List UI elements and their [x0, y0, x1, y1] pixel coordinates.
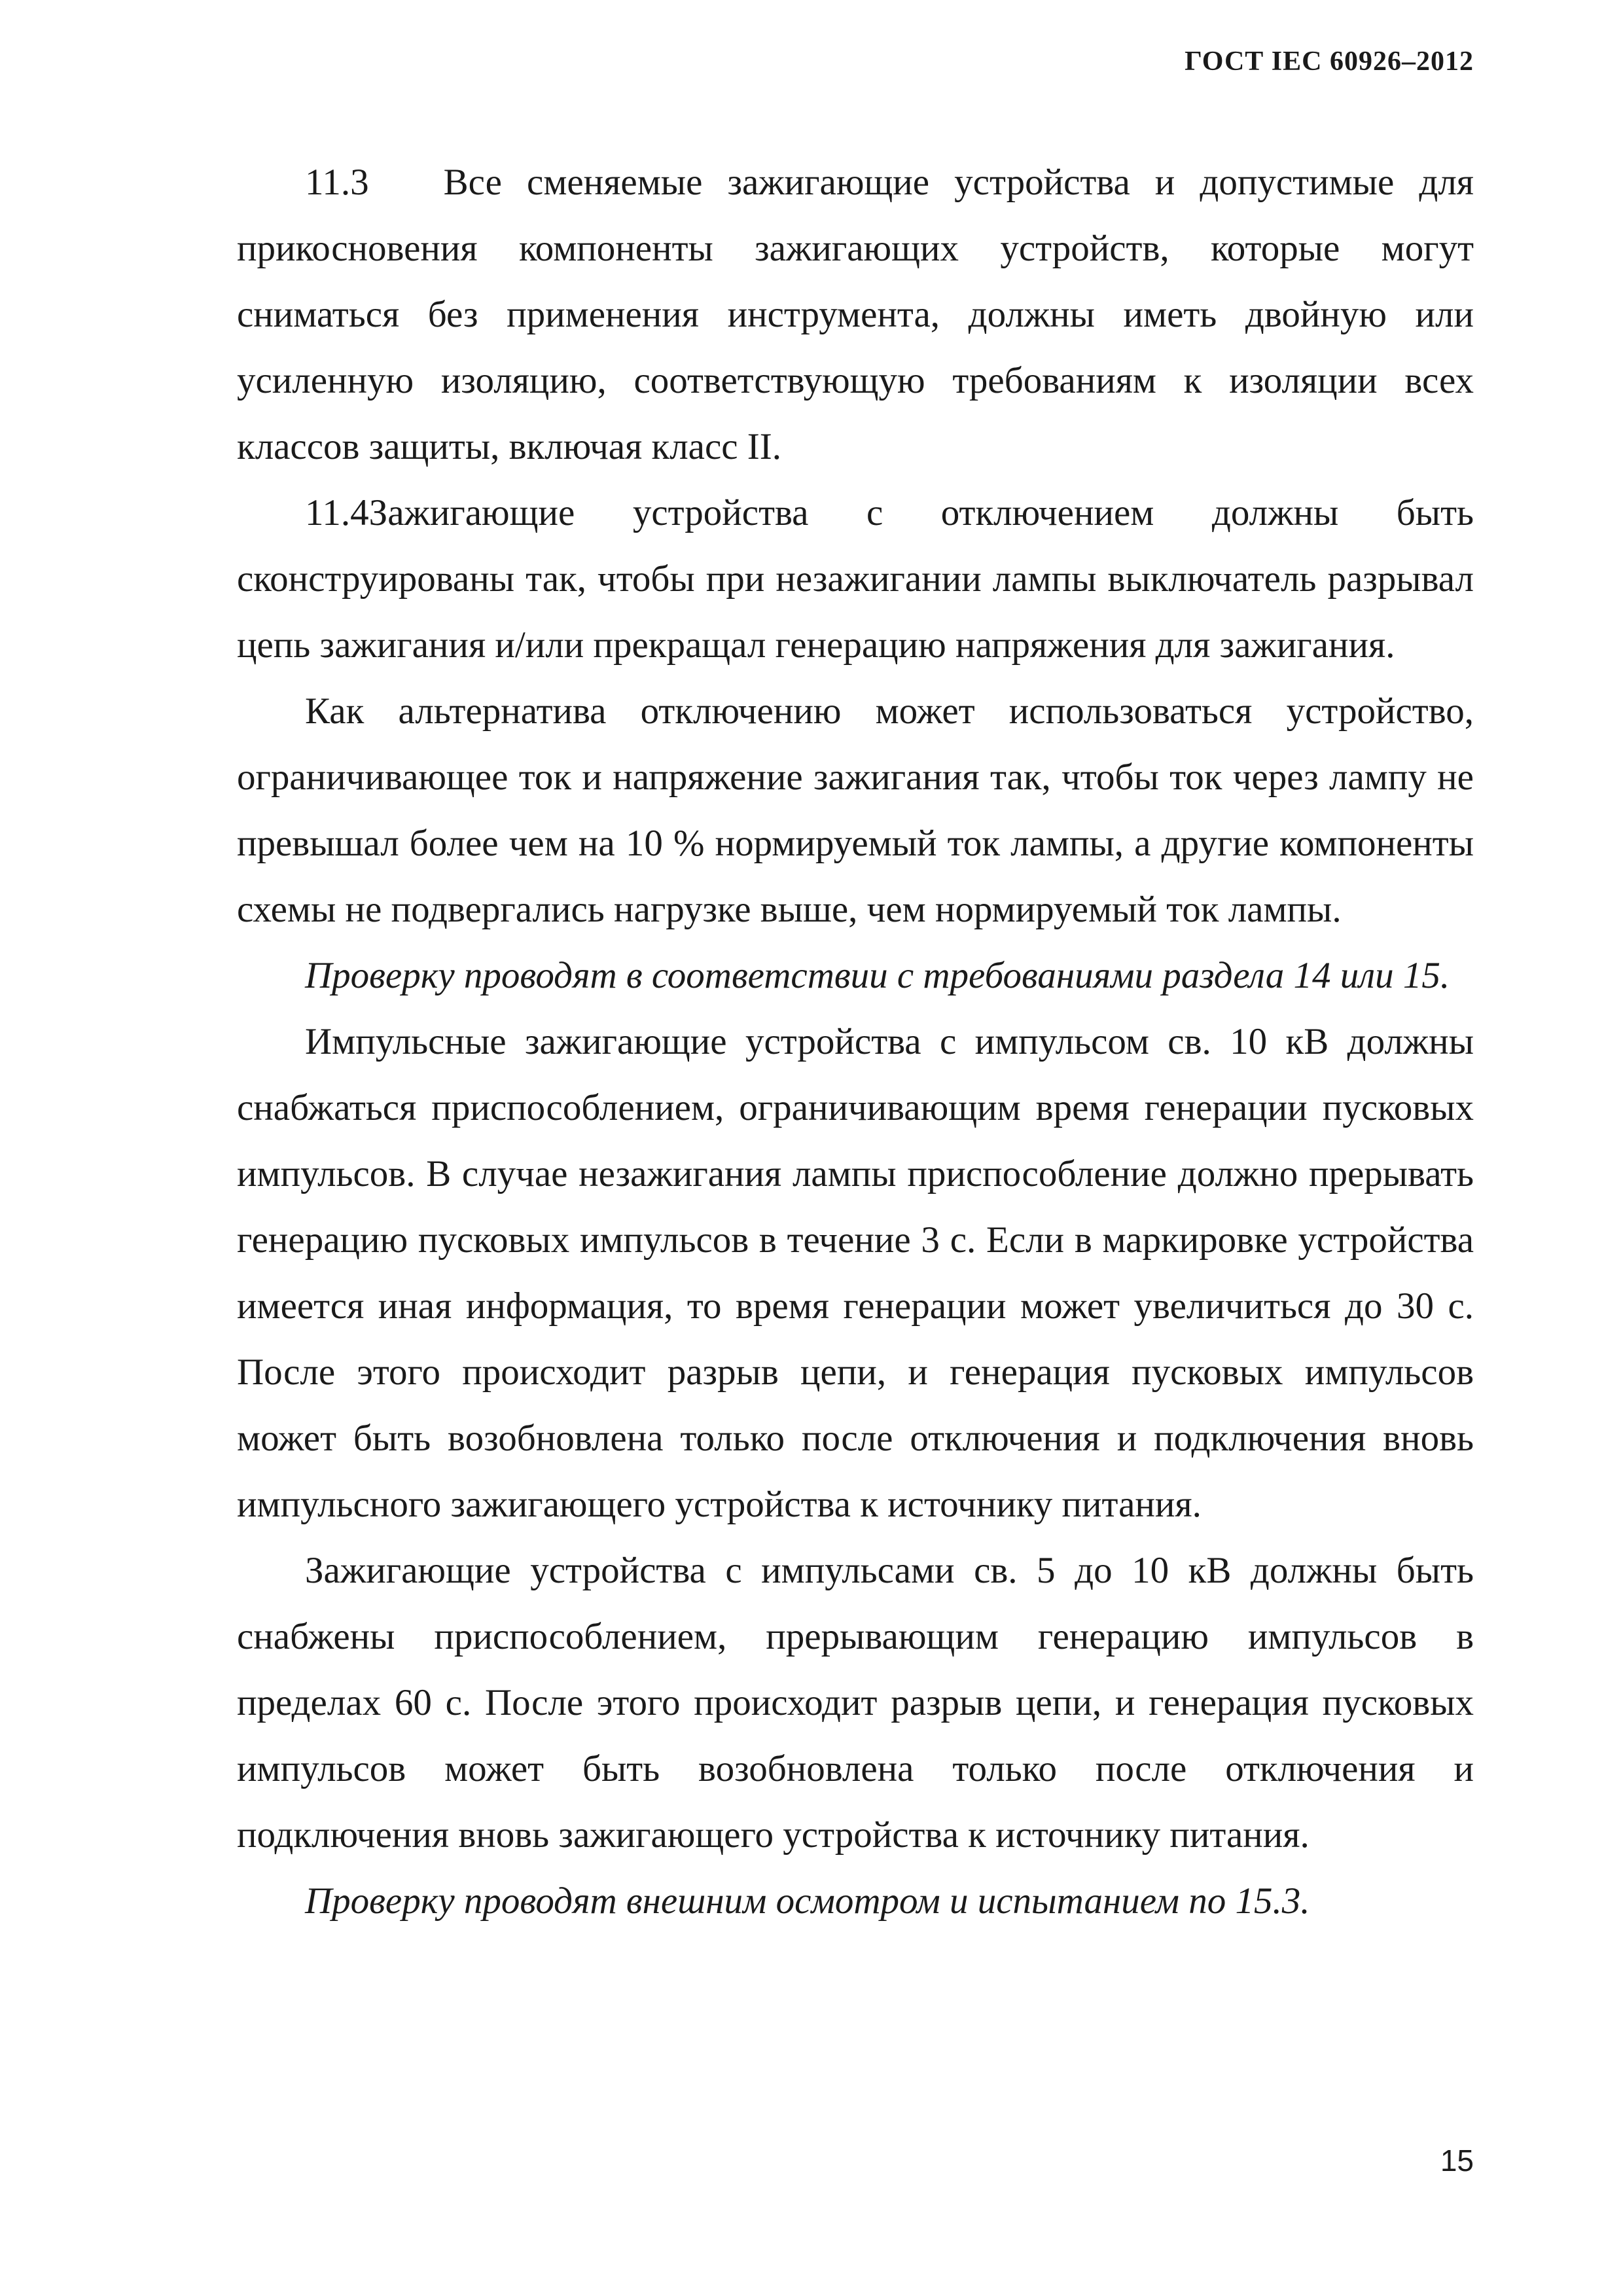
page-number: 15 [1440, 2144, 1474, 2178]
check-note-2: Проверку проводят внешним осмотром и испытанием по 15.3. [305, 1880, 1310, 1922]
document-header-code: ГОСТ IEC 60926–2012 [1185, 46, 1474, 77]
clause-11-3: 11.3 Все сменяемые зажигающие устройства и допустимые для прикосновения компоненты зажигающих устройств, которые могут сниматься без применения инструмента, должны иметь двойную или усиленную изоляцию, соответствующую требованиям к изоляции всех классов защиты, включая класс II. [237, 162, 1474, 467]
document-body [237, 149, 1474, 1934]
alternative-paragraph: Как альтернатива отключению может использоваться устройство, ограничивающее ток и напряжение зажигания так, чтобы ток через лампу не превышал более чем на 10 % нормируемый ток лампы, а другие компоненты схемы не подвергались нагрузке выше, чем нормируемый ток лампы. [237, 691, 1474, 930]
clause-11-4: 11.4Зажигающие устройства с отключением должны быть сконструированы так, чтобы при незажигании лампы выключатель разрывал цепь зажигания и/или прекращал генерацию напряжения для зажигания. [237, 492, 1474, 666]
pulse-10kv-paragraph: Импульсные зажигающие устройства с импульсом св. 10 кВ должны снабжаться приспособлением, ограничивающим время генерации пусковых импульсов. В случае незажигания лампы приспособление должно прерывать генерацию пусковых импульсов в течение 3 с. Если в маркировке устройства имеется иная информация, то время генерации может увеличиться до 30 с. После этого происходит разрыв цепи, и генерация пусковых импульсов может быть возобновлена только после отключения и подключения вновь импульсного зажигающего устройства к источнику питания. [237, 1021, 1474, 1525]
pulse-5-10kv-paragraph: Зажигающие устройства с импульсами св. 5 до 10 кВ должны быть снабжены приспособлением, прерывающим генерацию импульсов в пределах 60 с. После этого происходит разрыв цепи, и генерация пусковых импульсов может быть возобновлена только после отключения и подключения вновь зажигающего устройства к источнику питания. [237, 1550, 1474, 1856]
check-note-1: Проверку проводят в соответствии с требованиями раздела 14 или 15. [305, 955, 1450, 996]
